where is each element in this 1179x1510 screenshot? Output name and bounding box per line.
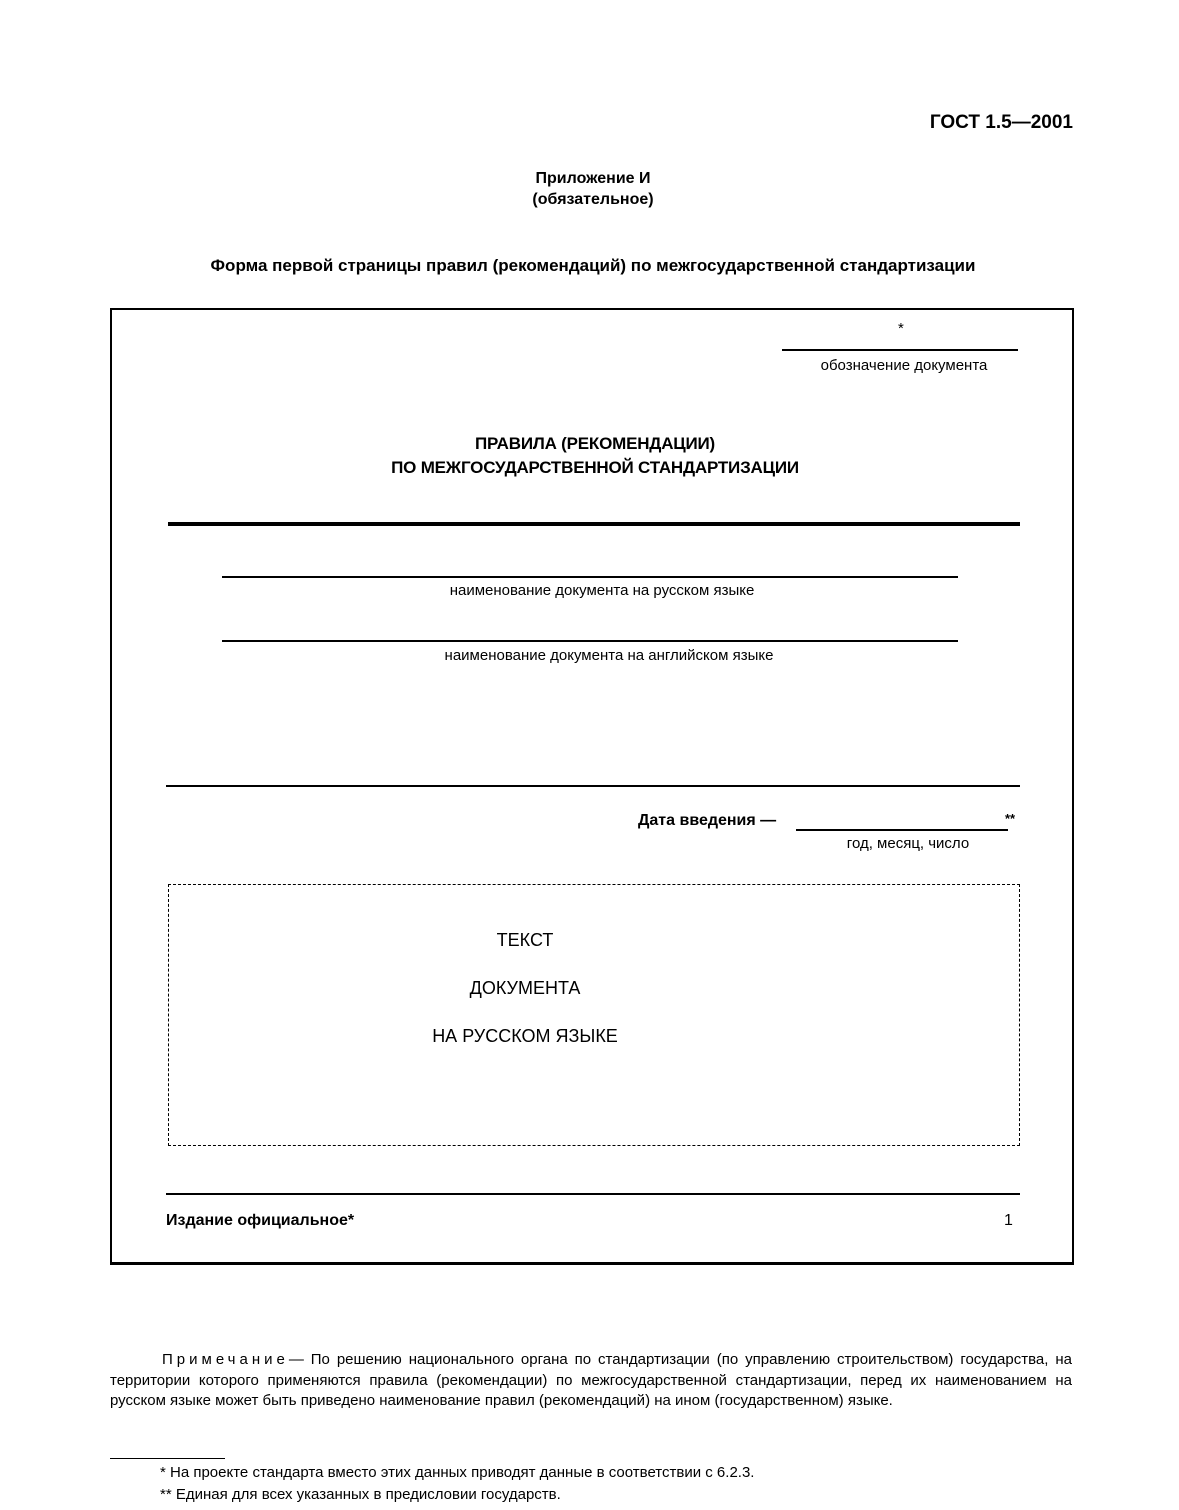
designation-caption: обозначение документа — [820, 357, 988, 374]
date-caption: год, месяц, число — [846, 835, 970, 852]
edition-rule — [166, 1193, 1020, 1195]
appendix-label: Приложение И — [535, 170, 651, 187]
edition-label: Издание официальное* — [166, 1212, 355, 1229]
name-ru-line — [222, 576, 958, 578]
rules-title-line2: ПО МЕЖГОСУДАРСТВЕННОЙ СТАНДАРТИЗАЦИИ — [391, 458, 799, 477]
document-code: ГОСТ 1.5—2001 — [929, 112, 1073, 133]
form-heading: Форма первой страницы правил (рекомендаций) по межгосударственной стандартизации — [210, 256, 976, 275]
appendix-type: (обязательное) — [532, 191, 654, 208]
rules-title-line1: ПРАВИЛА (РЕКОМЕНДАЦИИ) — [475, 434, 715, 453]
date-mark: ** — [1005, 811, 1016, 826]
text-box-line2: ДОКУМЕНТА — [469, 978, 581, 998]
title-rule — [168, 522, 1020, 526]
name-ru-caption: наименование документа на русском языке — [449, 582, 755, 599]
text-box-line1: ТЕКСТ — [496, 930, 554, 950]
note-text: — По решению национального органа по стандартизации (по управлению строительством) государства, на территории которого применяются правила (рекомендации) по межгосударственной стандартизации, перед их наименованием на русском языке может быть приведено наименование правил (рекомендаций) на ином (государственном) языке. — [110, 1351, 1072, 1409]
text-placeholder-box — [168, 884, 1020, 1146]
section-rule — [166, 785, 1020, 787]
footnote-1: * На проекте стандарта вместо этих данных приводят данные в соответствии с 6.2.3. — [160, 1464, 755, 1481]
text-box-line3: НА РУССКОМ ЯЗЫКЕ — [432, 1026, 618, 1046]
name-en-line — [222, 640, 958, 642]
page-number: 1 — [1004, 1212, 1013, 1229]
designation-mark: * — [898, 320, 904, 337]
footnote-rule — [110, 1458, 225, 1459]
designation-line — [782, 349, 1018, 351]
name-en-caption: наименование документа на английском языке — [444, 647, 774, 664]
date-label: Дата введения — — [638, 812, 777, 829]
appendix-title — [0, 168, 1179, 210]
date-line — [796, 829, 1008, 831]
footnote-2: ** Единая для всех указанных в предисловии государств. — [160, 1486, 561, 1503]
note-label: Примечание — [162, 1351, 289, 1368]
note-paragraph — [110, 1350, 1072, 1412]
